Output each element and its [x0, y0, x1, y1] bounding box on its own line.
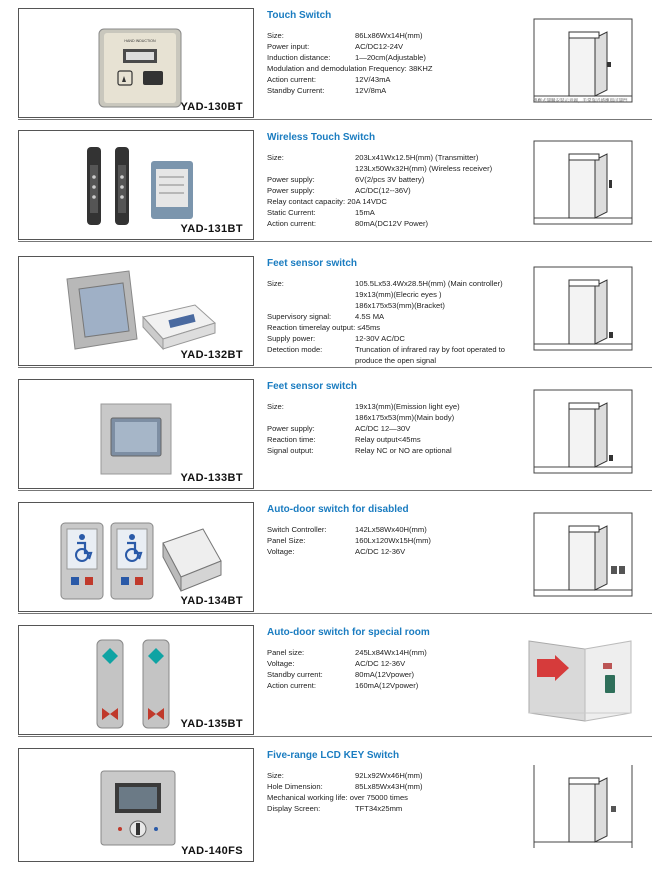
door-installation-diagram: [533, 764, 633, 849]
spec-row: Modulation and demodulation Frequency: 38KHZ: [267, 64, 433, 73]
spec-row: Size: 92Lx92Wx46H(mm): [267, 771, 423, 780]
spec-row: Action current: 160mA(12Vpower): [267, 681, 419, 690]
spec-list: [267, 401, 537, 456]
model-number: YAD-135BT: [180, 718, 243, 730]
product-title: Feet sensor switch: [267, 381, 358, 392]
spec-row: Relay contact capacity: 20A 14VDC: [267, 197, 387, 206]
spec-row: Power supply: 6V(2/pcs 3V battery): [267, 175, 425, 184]
spec-row: Static Current: 15mA: [267, 208, 375, 217]
door-installation-diagram: [533, 18, 633, 103]
divider-line: [18, 119, 652, 120]
spec-row: Power input: AC/DC12-24V: [267, 42, 404, 51]
model-number: YAD-132BT: [180, 349, 243, 361]
product-title: Touch Switch: [267, 10, 332, 21]
spec-row: Action current: 80mA(DC12V Power): [267, 219, 429, 228]
door-installation-diagram: [533, 389, 633, 474]
spec-row: Reaction time: Relay output<45ms: [267, 435, 421, 444]
spec-continuation: produce the open signal: [355, 356, 437, 365]
product-title: Feet sensor switch: [267, 258, 358, 269]
product-photo-frame: [18, 625, 254, 735]
divider-line: [18, 613, 652, 614]
divider-line: [18, 367, 652, 368]
product-entry-yad-130bt: [18, 8, 652, 120]
divider-line: [18, 736, 652, 737]
product-photo-frame: [18, 748, 254, 862]
spec-list: [267, 524, 537, 557]
spec-row: Standby Current: 12V/8mA: [267, 86, 387, 95]
special-room-diagram: [525, 633, 635, 723]
spec-row: Voltage: AC/DC 12-36V: [267, 547, 406, 556]
spec-row: Reaction timerelay output: ≤45ms: [267, 323, 381, 332]
product-entry-yad-140fs: [18, 748, 652, 864]
spec-row: Power supply: AC/DC 12—30V: [267, 424, 411, 433]
spec-row: Mechanical working life: over 75000 times: [267, 793, 408, 802]
product-title: Auto-door switch for disabled: [267, 504, 409, 515]
door-installation-diagram: [533, 512, 633, 597]
spec-row: Voltage: AC/DC 12-36V: [267, 659, 406, 668]
product-entry-yad-135bt: [18, 625, 652, 737]
model-number: YAD-134BT: [180, 595, 243, 607]
spec-row: Size: 203Lx41Wx12.5H(mm) (Transmitter): [267, 153, 479, 162]
product-entry-yad-132bt: [18, 256, 652, 368]
spec-row: Detection mode: Truncation of infrared ray by foot operated to: [267, 345, 505, 354]
spec-row: Supply power: 12-30V AC/DC: [267, 334, 405, 343]
spec-row: Panel Size: 160Lx120Wx15H(mm): [267, 536, 431, 545]
spec-continuation: 123Lx50Wx32H(mm) (Wireless receiver): [355, 164, 493, 173]
spec-row: Standby current: 80mA(12Vpower): [267, 670, 415, 679]
product-entry-yad-133bt: [18, 379, 652, 491]
product-photo-frame: [18, 8, 254, 118]
spec-row: Size: 19x13(mm)(Emission light eye): [267, 402, 460, 411]
product-title: Five-range LCD KEY Switch: [267, 750, 400, 761]
spec-continuation: 19x13(mm)(Elecric eyes ): [355, 290, 442, 299]
spec-row: Supervisory signal: 4.5S MA: [267, 312, 385, 321]
spec-row: Switch Controller: 142Lx58Wx40H(mm): [267, 525, 427, 534]
door-installation-diagram: [533, 266, 633, 351]
spec-continuation: 186x175x53(mm)(Bracket): [355, 301, 445, 310]
divider-line: [18, 241, 652, 242]
spec-row: Action current: 12V/43mA: [267, 75, 391, 84]
spec-list: [267, 647, 537, 691]
product-photo-frame: [18, 256, 254, 366]
diagram-caption: 感應式開關安裝示意圖，手掌靠近感應即可開門: [533, 98, 628, 103]
spec-continuation: 186x175x53(mm)(Main body): [355, 413, 455, 422]
spec-row: Size: 86Lx86Wx14H(mm): [267, 31, 423, 40]
product-title: Auto-door switch for special room: [267, 627, 430, 638]
spec-list: [267, 30, 537, 96]
divider-line: [18, 490, 652, 491]
spec-row: Induction distance: 1—20cm(Adjustable): [267, 53, 426, 62]
spec-row: Display Screen: TFT34x25mm: [267, 804, 403, 813]
spec-row: Size: 105.5Lx53.4Wx28.5H(mm) (Main controller): [267, 279, 503, 288]
spec-row: Signal output: Relay NC or NO are optional: [267, 446, 452, 455]
door-installation-diagram: [533, 140, 633, 225]
spec-row: Power supply: AC/DC(12--36V): [267, 186, 411, 195]
product-photo-frame: [18, 502, 254, 612]
product-title: Wireless Touch Switch: [267, 132, 376, 143]
product-entry-yad-134bt: [18, 502, 652, 614]
spec-list: [267, 770, 537, 814]
photo-label-text: HAND INDUCTION: [124, 39, 156, 43]
model-number: YAD-130BT: [180, 101, 243, 113]
spec-list: [267, 152, 537, 229]
spec-row: Panel size: 245Lx84Wx14H(mm): [267, 648, 427, 657]
product-photo-frame: [18, 130, 254, 240]
product-photo-frame: [18, 379, 254, 489]
model-number: YAD-140FS: [181, 845, 243, 857]
model-number: YAD-131BT: [180, 223, 243, 235]
spec-list: [267, 278, 537, 366]
product-entry-yad-131bt: [18, 130, 652, 242]
model-number: YAD-133BT: [180, 472, 243, 484]
spec-row: Hole Dimension: 85Lx85Wx43H(mm): [267, 782, 423, 791]
